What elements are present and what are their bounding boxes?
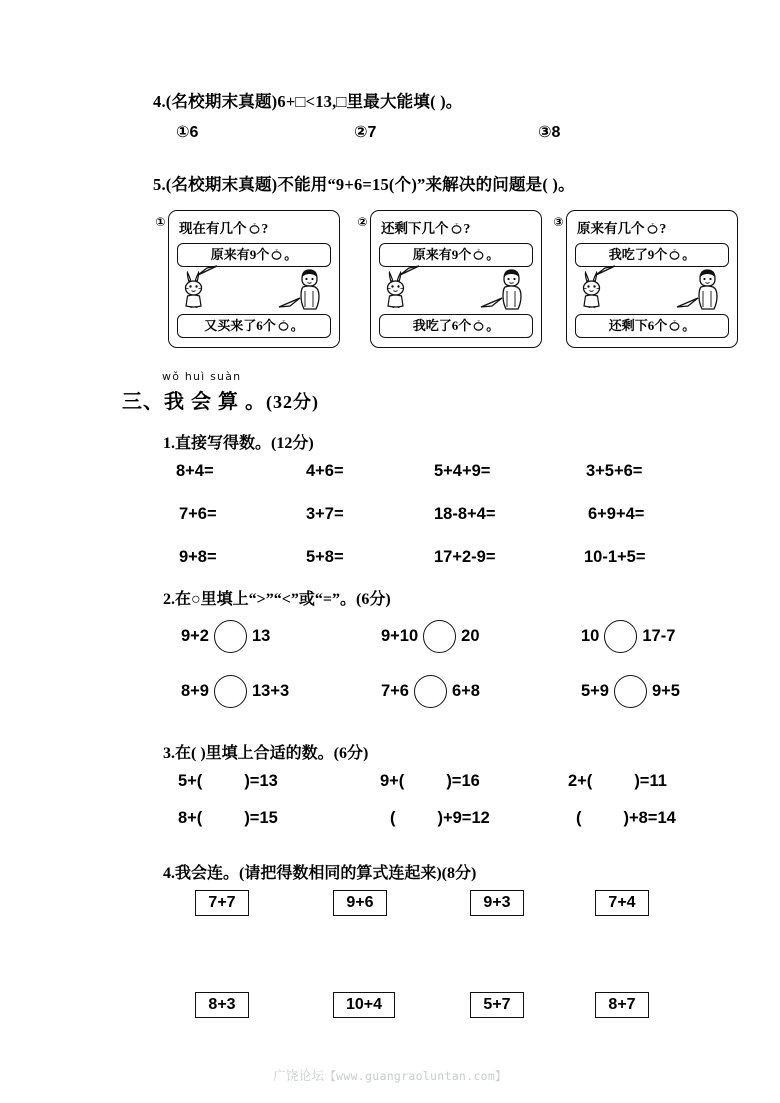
sub-section-1-heading bbox=[163, 430, 314, 453]
comparison-answer-circle[interactable] bbox=[604, 620, 637, 653]
question-4-number: 4. bbox=[153, 92, 166, 111]
comparison-answer-circle[interactable] bbox=[214, 620, 247, 653]
fruit-icon bbox=[472, 319, 485, 332]
arithmetic-row bbox=[176, 462, 721, 505]
question-4 bbox=[153, 88, 463, 112]
sub-section-2-number: 2. bbox=[163, 591, 175, 608]
comparison-item[interactable] bbox=[181, 620, 270, 653]
arithmetic-problem[interactable]: 18-8+4= bbox=[434, 505, 496, 523]
fill-blank-row bbox=[178, 772, 718, 809]
question-5-number: 5. bbox=[153, 175, 166, 194]
section-score: (32分) bbox=[266, 392, 319, 412]
fruit-icon bbox=[646, 222, 659, 235]
option-marker: ② bbox=[354, 124, 368, 141]
arithmetic-problem[interactable]: 4+6= bbox=[306, 462, 344, 480]
scenario-card-3-marker: ③ bbox=[553, 215, 564, 229]
bubble-text: 我吃了6个 bbox=[412, 318, 472, 333]
arithmetic-problem[interactable]: 5+4+9= bbox=[434, 462, 491, 480]
bubble-text: 又买来了6个 bbox=[204, 318, 276, 333]
comparison-right: 9+5 bbox=[652, 682, 680, 700]
fill-blank-item[interactable] bbox=[178, 772, 278, 791]
fill-blank-item[interactable] bbox=[178, 809, 278, 828]
fruit-icon bbox=[668, 248, 681, 261]
fill-blank-item[interactable] bbox=[390, 809, 490, 828]
bubble-text: 原来有9个 bbox=[210, 247, 270, 262]
comparison-row bbox=[181, 675, 721, 730]
bubble-period: 。 bbox=[284, 247, 298, 262]
question-4-options bbox=[176, 122, 696, 142]
match-box-bottom-1[interactable]: 8+3 bbox=[195, 992, 249, 1018]
rabbit-character-icon bbox=[579, 271, 605, 311]
question-5-cards bbox=[155, 210, 748, 350]
arithmetic-problem[interactable]: 9+8= bbox=[179, 548, 217, 566]
match-box-top-1[interactable]: 7+7 bbox=[195, 890, 249, 916]
scenario-card-1-bubble-top bbox=[177, 243, 331, 267]
fill-suffix: )=16 bbox=[446, 772, 480, 790]
option-marker: ① bbox=[176, 124, 190, 141]
match-box-top-2[interactable]: 9+6 bbox=[333, 890, 387, 916]
comparison-left: 9+10 bbox=[381, 627, 419, 645]
comparison-left: 5+9 bbox=[581, 682, 609, 700]
scenario-card-1-question bbox=[179, 217, 268, 237]
fill-blank-grid bbox=[178, 772, 718, 846]
scenario-card-3-bubble-bottom bbox=[575, 314, 729, 338]
fill-prefix: 8+( bbox=[178, 809, 203, 827]
arithmetic-problem[interactable]: 7+6= bbox=[179, 505, 217, 523]
fill-blank-item[interactable] bbox=[380, 772, 480, 791]
rabbit-character-icon bbox=[181, 271, 207, 311]
rabbit-character-icon bbox=[383, 271, 409, 311]
arithmetic-problem[interactable]: 10-1+5= bbox=[584, 548, 646, 566]
scenario-card-2-bubble-top bbox=[379, 243, 533, 267]
comparison-item[interactable] bbox=[581, 620, 675, 653]
question-4-prompt: (名校期末真题)6+□<13,□里最大能填( )。 bbox=[165, 92, 463, 111]
arithmetic-problem[interactable]: 6+9+4= bbox=[588, 505, 645, 523]
comparison-answer-circle[interactable] bbox=[414, 675, 447, 708]
match-box-bottom-3[interactable]: 5+7 bbox=[470, 992, 524, 1018]
bubble-text: 我吃了9个 bbox=[608, 247, 668, 262]
arithmetic-problem[interactable]: 5+8= bbox=[306, 548, 344, 566]
sub-section-4-heading bbox=[163, 860, 476, 883]
scenario-question-text: 原来有几个 bbox=[577, 221, 645, 236]
bubble-period: 。 bbox=[486, 318, 500, 333]
arithmetic-grid bbox=[176, 462, 721, 591]
comparison-right: 13 bbox=[252, 627, 271, 645]
bubble-period: 。 bbox=[682, 247, 696, 262]
question-4-option-3[interactable] bbox=[538, 122, 560, 142]
match-box-bottom-4[interactable]: 8+7 bbox=[595, 992, 649, 1018]
sub-section-3-title: 在( )里填上合适的数。(6分) bbox=[175, 745, 369, 762]
scenario-card-3[interactable] bbox=[553, 210, 738, 348]
scenario-question-mark: ? bbox=[463, 221, 471, 236]
comparison-left: 9+2 bbox=[181, 627, 209, 645]
scenario-card-2-marker: ② bbox=[357, 215, 368, 229]
option-marker: ③ bbox=[538, 124, 552, 141]
arithmetic-row bbox=[176, 505, 721, 548]
fill-suffix: )=11 bbox=[634, 772, 667, 790]
fruit-icon bbox=[248, 222, 261, 235]
question-4-option-2[interactable] bbox=[354, 122, 538, 142]
fruit-icon bbox=[472, 248, 485, 261]
sub-section-2-title: 在○里填上“>”“<”或“=”。(6分) bbox=[175, 591, 391, 608]
arithmetic-problem[interactable]: 8+4= bbox=[176, 462, 214, 480]
fill-prefix: 9+( bbox=[380, 772, 405, 790]
comparison-row bbox=[181, 620, 721, 675]
fill-prefix: ( bbox=[390, 809, 396, 827]
fill-prefix: ( bbox=[576, 809, 582, 827]
fruit-icon bbox=[277, 319, 290, 332]
comparison-left: 8+9 bbox=[181, 682, 209, 700]
scenario-card-1-marker: ① bbox=[155, 215, 166, 229]
watermark bbox=[0, 1066, 780, 1084]
comparison-right: 20 bbox=[461, 627, 480, 645]
sub-section-3-number: 3. bbox=[163, 745, 175, 762]
scenario-card-1[interactable] bbox=[155, 210, 340, 348]
scenario-question-text: 还剩下几个 bbox=[381, 221, 449, 236]
sub-section-4-title: 我会连。(请把得数相同的算式连起来)(8分) bbox=[175, 865, 477, 882]
sub-section-1-title: 直接写得数。(12分) bbox=[175, 435, 314, 452]
bubble-period: 。 bbox=[290, 318, 304, 333]
fill-suffix: )=15 bbox=[244, 809, 278, 827]
section-pinyin: wǒ huì suàn bbox=[162, 370, 242, 383]
option-text: 8 bbox=[551, 124, 561, 141]
watermark-site: 广饶论坛 bbox=[273, 1068, 325, 1083]
child-character-icon bbox=[497, 267, 525, 311]
arithmetic-row bbox=[176, 548, 721, 591]
sub-section-4-number: 4. bbox=[163, 865, 175, 882]
arithmetic-problem[interactable]: 17+2-9= bbox=[434, 548, 496, 566]
bubble-text: 原来有9个 bbox=[412, 247, 472, 262]
arithmetic-problem[interactable]: 3+5+6= bbox=[586, 462, 643, 480]
fill-prefix: 5+( bbox=[178, 772, 203, 790]
comparison-answer-circle[interactable] bbox=[214, 675, 247, 708]
scenario-card-2-bubble-bottom bbox=[379, 314, 533, 338]
match-box-top-4[interactable]: 7+4 bbox=[595, 890, 649, 916]
match-box-top-3[interactable]: 9+3 bbox=[470, 890, 524, 916]
comparison-right: 6+8 bbox=[452, 682, 480, 700]
arithmetic-problem[interactable]: 3+7= bbox=[306, 505, 344, 523]
bubble-period: 。 bbox=[682, 318, 696, 333]
match-box-bottom-2[interactable]: 10+4 bbox=[333, 992, 395, 1018]
comparison-item[interactable] bbox=[181, 675, 289, 708]
sub-section-3-heading bbox=[163, 740, 368, 763]
fruit-icon bbox=[668, 319, 681, 332]
child-character-icon bbox=[693, 267, 721, 311]
scenario-card-2[interactable] bbox=[357, 210, 542, 348]
scenario-card-1-bubble-bottom bbox=[177, 314, 331, 338]
fill-suffix: )+8=14 bbox=[623, 809, 676, 827]
watermark-url: 【www.guangraoluntan.com】 bbox=[324, 1069, 507, 1083]
sub-section-1-number: 1. bbox=[163, 435, 175, 452]
sub-section-2-heading bbox=[163, 586, 391, 609]
matching-exercise bbox=[185, 890, 665, 1020]
comparison-left: 7+6 bbox=[381, 682, 409, 700]
fill-suffix: )=13 bbox=[244, 772, 278, 790]
bubble-period: 。 bbox=[486, 247, 500, 262]
question-5-prompt: (名校期末真题)不能用“9+6=15(个)”来解决的问题是( )。 bbox=[165, 175, 575, 194]
scenario-card-2-question bbox=[381, 217, 470, 237]
question-4-option-1[interactable] bbox=[176, 122, 354, 142]
fill-blank-row bbox=[178, 809, 718, 846]
option-text: 7 bbox=[367, 124, 377, 141]
fruit-icon bbox=[450, 222, 463, 235]
scenario-question-mark: ? bbox=[261, 221, 269, 236]
comparison-item[interactable] bbox=[381, 620, 480, 653]
section-title bbox=[122, 385, 319, 414]
scenario-card-3-question bbox=[577, 217, 666, 237]
comparison-right: 17-7 bbox=[642, 627, 676, 645]
comparison-answer-circle[interactable] bbox=[423, 620, 456, 653]
child-character-icon bbox=[295, 267, 323, 311]
scenario-card-3-bubble-top bbox=[575, 243, 729, 267]
section-title-text: 三、我 会 算 。 bbox=[122, 391, 266, 413]
scenario-question-text: 现在有几个 bbox=[179, 221, 247, 236]
fruit-icon bbox=[270, 248, 283, 261]
scenario-question-mark: ? bbox=[659, 221, 667, 236]
option-text: 6 bbox=[189, 124, 199, 141]
comparison-item[interactable] bbox=[581, 675, 680, 708]
comparison-item[interactable] bbox=[381, 675, 480, 708]
fill-prefix: 2+( bbox=[568, 772, 593, 790]
fill-suffix: )+9=12 bbox=[437, 809, 490, 827]
fill-blank-item[interactable] bbox=[576, 809, 676, 828]
comparison-left: 10 bbox=[581, 627, 600, 645]
comparison-right: 13+3 bbox=[252, 682, 290, 700]
fill-blank-item[interactable] bbox=[568, 772, 667, 791]
comparison-grid bbox=[181, 620, 721, 730]
bubble-text: 还剩下6个 bbox=[608, 318, 668, 333]
question-5 bbox=[153, 171, 575, 195]
comparison-answer-circle[interactable] bbox=[614, 675, 647, 708]
